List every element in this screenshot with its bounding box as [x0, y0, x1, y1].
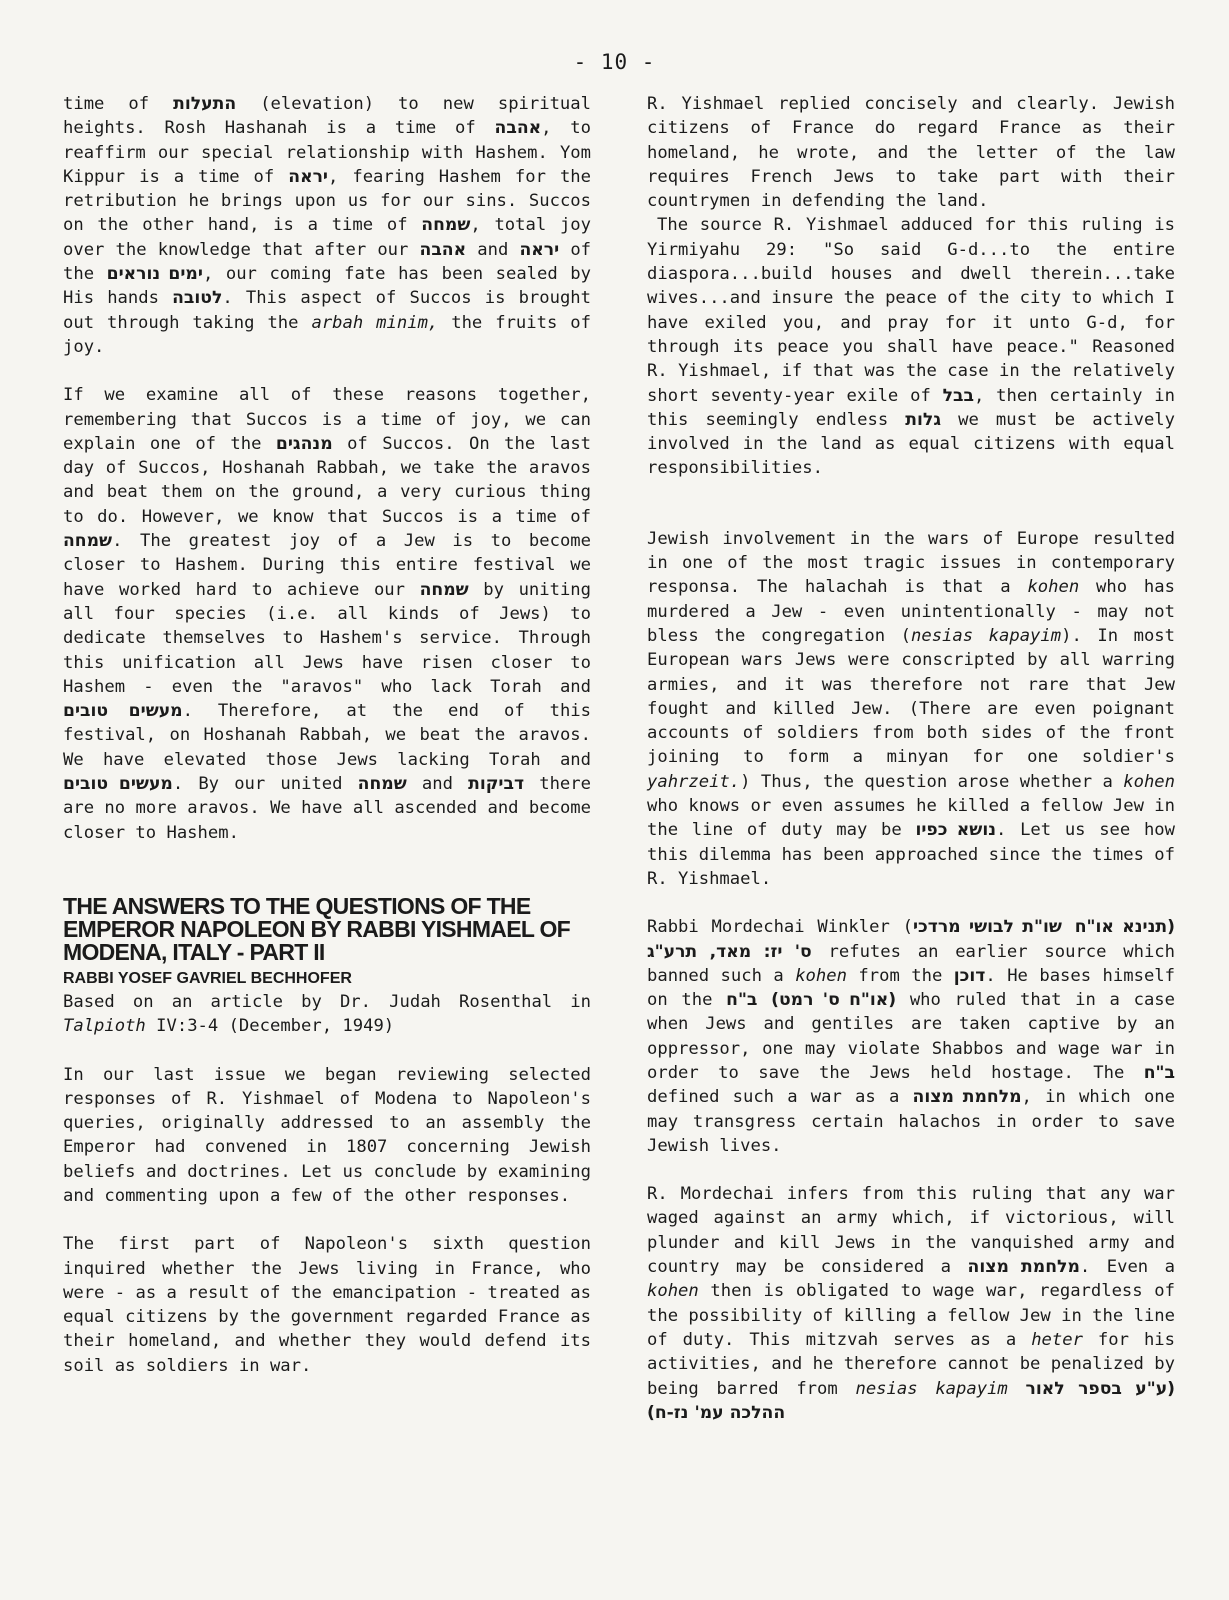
- article-title: THE ANSWERS TO THE QUESTIONS OF THE EMPEROR NAPOLEON BY RABBI YISHMAEL OF MODENA, ITALY - PART II: [63, 892, 570, 965]
- paragraph-source: The source R. Yishmael adduced for this ruling is Yirmiyahu 29: "So said G-d...to the entire diaspora...build houses and dwell therein...take wives...and insure the peace of the city to which I have exiled you, and pray for it unto G-d, for through its peace you shall have peace." Reasoned R. Yishmael, if that was the case in the relatively short seventy-year exile of בבל, then certainly in this seemingly endless גלות we must be actively involved in the land as equal citizens with equal responsibilities.: [647, 215, 1175, 479]
- paragraph-wars: Jewish involvement in the wars of Europe resulted in one of the most tragic issues in contemporary responsa. The halachah is that a kohen who has murdered a Jew - even unintentionally - may not bless the congregation (nesias kapayim). In most European wars Jews were conscripted by all warring armies, and it was therefore not rare that Jew fought and killed Jew. (There are even poignant accounts of soldiers from both sides of the front joining to form a minyan for one soldier's yahrzeit.) Thus, the question arose whether a kohen who knows or even assumes he killed a fellow Jew in the line of duty may be נושא כפיו. Let us see how this dilemma has been approached since the times of R. Yishmael.: [647, 528, 1175, 889]
- author-byline: RABBI YOSEF GAVRIEL BECHHOFER: [63, 969, 352, 987]
- paragraph-aravos: If we examine all of these reasons together, remembering that Succos is a time of joy, we can explain one of the מנהגים of Succos. On the last day of Succos, Hoshanah Rabbah, we take the aravos and beat them on the ground, a very curious thing to do. However, we know that Succos is a time of שמחה. The greatest joy of a Jew is to become closer to Hashem. During this entire festival we have worked hard to achieve our שמחה by uniting all four species (i.e. all kinds of Jews) to dedicate themselves to Hashem's service. Through this unification all Jews have risen closer to Hashem - even the "aravos" who lack Torah and מעשים טובים. Therefore, at the end of this festival, on Hoshanah Rabbah, we beat the aravos. We have elevated those Jews lacking Torah and מעשים טובים. By our united שמחה and דביקות there are no more aravos. We have all ascended and become closer to Hashem.: [63, 385, 592, 843]
- right-column: [647, 92, 1175, 1425]
- paragraph-intro: In our last issue we began reviewing selected responses of R. Yishmael of Modena to Napoleon's queries, originally addressed to an assembly the Emperor had convened in 1807 concerning Jewish beliefs and doctrines. Let us conclude by examining and commenting upon a few of the other responses.: [63, 1064, 591, 1206]
- paragraph-inference: R. Mordechai infers from this ruling that any war waged against an army which, if victorious, will plunder and kill Jews in the vanquished army and country may be considered a מלחמת מצוה. Even a kohen then is obligated to wage war, regardless of the possibility of killing a fellow Jew in the line of duty. This mitzvah serves as a heter for his activities, and he therefore cannot be penalized by being barred from nesias kapayim (ע"ע בספר לאור ההלכה עמ' נז-ח): [647, 1184, 1175, 1423]
- left-column: [63, 92, 591, 1378]
- paragraph-winkler: Rabbi Mordechai Winkler (שו"ת לבושי מרדכי (תנינא או"ח ס' יז: מאד, תרע"ג refutes an earlier source which banned such a kohen from the דוכן. He bases himself on the ב"ח (או"ח ס' רמט) who ruled that in a case when Jews and gentiles are taken captive by an oppressor, one may violate Shabbos and wage war in order to save the Jews held hostage. The ב"ח defined such a war as a מלחמת מצוה, in which one may transgress certain halachos in order to save Jewish lives.: [647, 917, 1176, 1156]
- page-number: - 10 -: [573, 50, 656, 74]
- paragraph-festivals: time of התעלות (elevation) to new spiritual heights. Rosh Hashanah is a time of אהבה, to reaffirm our special relationship with Hashem. Yom Kippur is a time of יראה, fearing Hashem for the retribution he brings upon us for our sins. Succos on the other hand, is a time of שמחה, total joy over the knowledge that after our אהבה and יראה of the ימים נוראים, our coming fate has been sealed by His hands לטובה. This aspect of Succos is brought out through taking the arbah minim, the fruits of joy.: [63, 94, 592, 357]
- paragraph-sixth-question: The first part of Napoleon's sixth question inquired whether the Jews living in France, who were - as a result of the emancipation - treated as equal citizens by the government regarded France as their homeland, and whether they would defend its soil as soldiers in war.: [63, 1234, 591, 1376]
- source-note: Based on an article by Dr. Judah Rosenthal in Talpioth IV:3-4 (December, 1949): [63, 991, 591, 1037]
- paragraph-reply: R. Yishmael replied concisely and clearly. Jewish citizens of France do regard France as their homeland, he wrote, and the letter of the law requires French Jews to take part with their countrymen in defending the land.: [647, 94, 1175, 212]
